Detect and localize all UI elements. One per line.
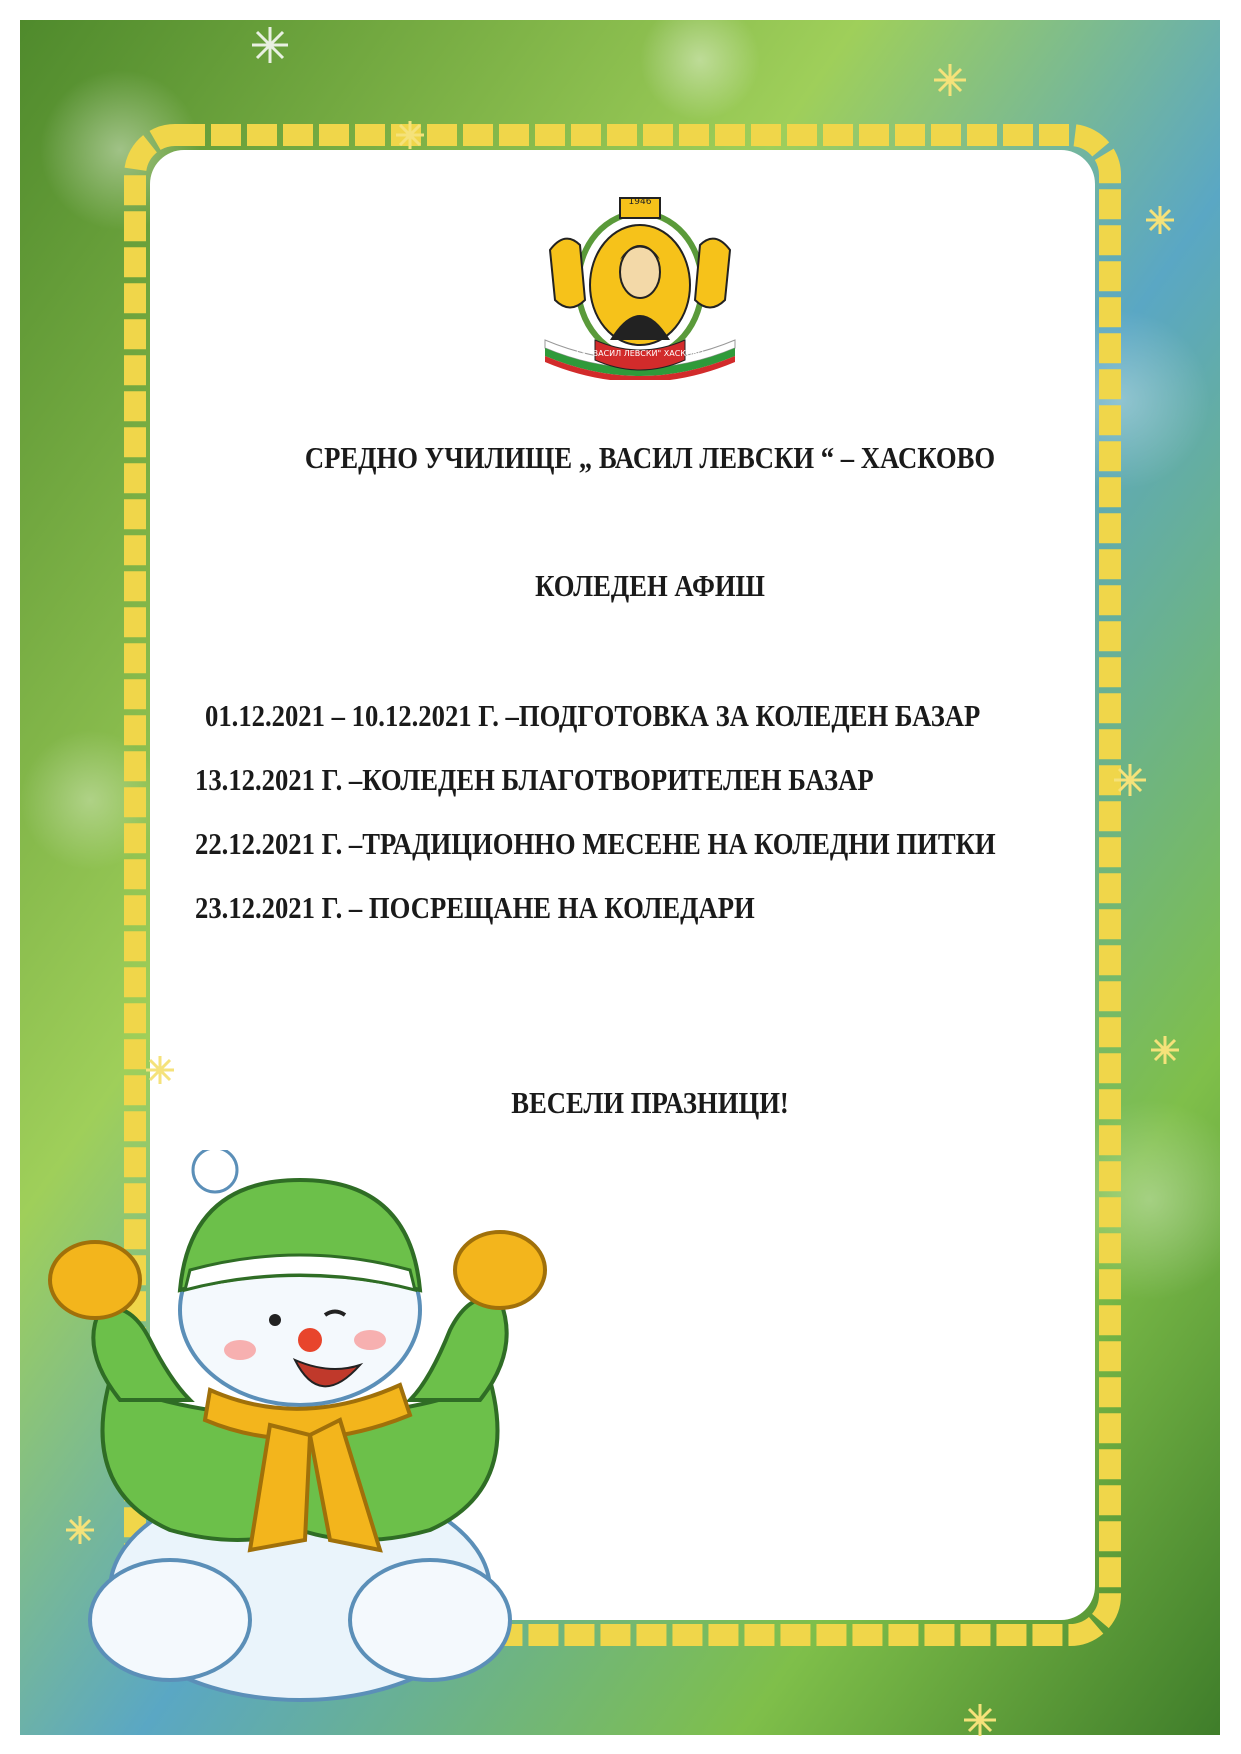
poster-title: КОЛЕДЕН АФИШ (535, 568, 765, 603)
greeting-text: ВЕСЕЛИ ПРАЗНИЦИ! (511, 1085, 789, 1120)
svg-text:СУ "ВАСИЛ ЛЕВСКИ" ХАСКОВО: СУ "ВАСИЛ ЛЕВСКИ" ХАСКОВО (575, 349, 705, 358)
school-name-heading: СРЕДНО УЧИЛИЩЕ „ ВАСИЛ ЛЕВСКИ “ – ХАСКОВО (304, 440, 996, 475)
snowman-illustration (40, 1150, 560, 1710)
event-item: 01.12.2021 – 10.12.2021 Г. –ПОДГОТОВКА ЗА КОЛЕДЕН БАЗАР (205, 698, 981, 733)
svg-text:1946: 1946 (628, 197, 652, 207)
event-item: 22.12.2021 Г. –ТРАДИЦИОННО МЕСЕНЕ НА КОЛЕДНИ ПИТКИ (195, 826, 996, 861)
event-item: 23.12.2021 Г. – ПОСРЕЩАНЕ НА КОЛЕДАРИ (195, 890, 755, 925)
school-emblem-logo (540, 190, 740, 380)
event-item: 13.12.2021 Г. –КОЛЕДЕН БЛАГОТВОРИТЕЛЕН БАЗАР (195, 762, 874, 797)
